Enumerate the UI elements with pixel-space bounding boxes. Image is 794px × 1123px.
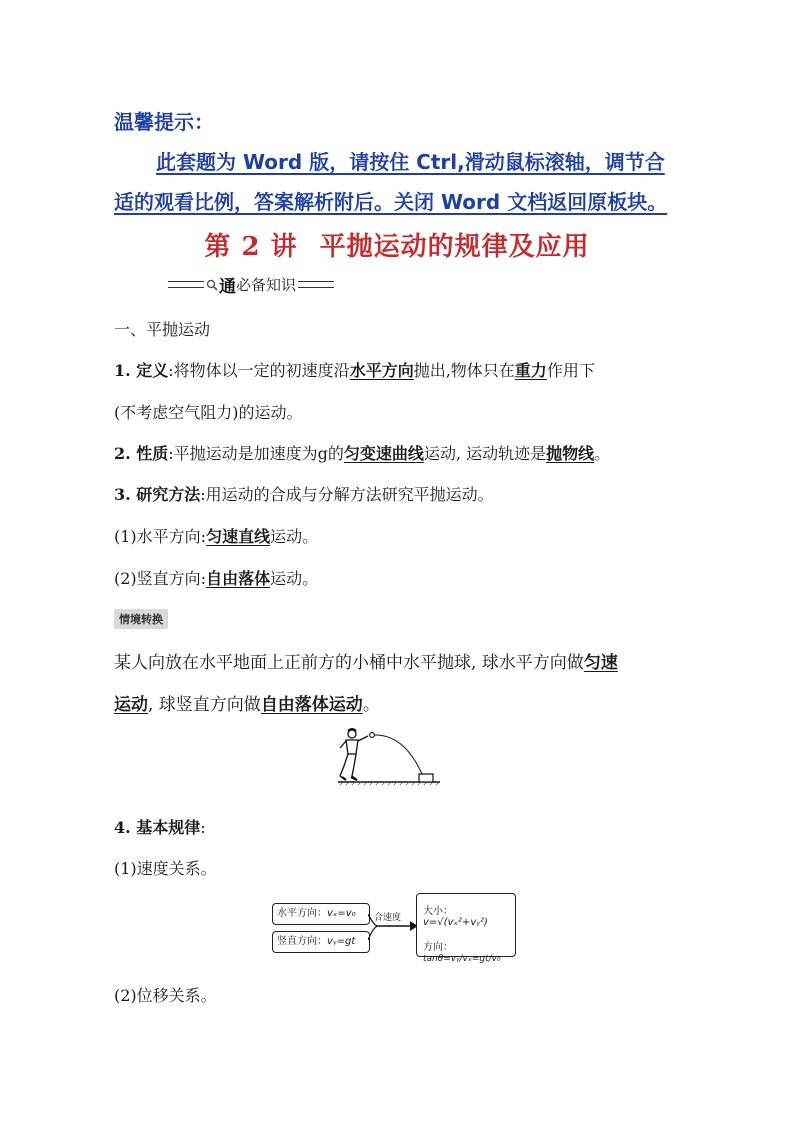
formula: vᵧ=gt: [327, 936, 356, 947]
definition-line-1: [114, 358, 595, 381]
formula: tanθ=vᵧ/vₓ=gt/v₀: [423, 954, 501, 964]
text: 抛出,物体只在: [413, 361, 515, 380]
bucket: [419, 774, 433, 782]
keyword: 抛物线: [546, 444, 595, 463]
keyword: 运动: [114, 695, 148, 715]
label: 大小：: [423, 906, 453, 917]
tip-line-1: 此套题为 Word 版，请按住 Ctrl,滑动鼠标滚轴，调节合: [156, 150, 665, 174]
text: 。: [362, 695, 380, 715]
nature-line: [114, 441, 610, 464]
lesson-title: [0, 226, 794, 263]
lesson-number: 第 2 讲: [204, 232, 298, 262]
keyword: 重力: [514, 361, 547, 380]
text: :用运动的合成与分解方法研究平抛运动。: [200, 485, 494, 504]
tip-line-2: 适的观看比例，答案解析附后。关闭 Word 文档返回原板块。: [114, 190, 668, 214]
vertical-velocity-box: [272, 931, 370, 953]
definition-line-2: (不考虑空气阻力)的运动。: [114, 403, 303, 422]
text: (1)水平方向:: [114, 527, 207, 546]
text: 某人向放在水平地面上正前方的小桶中水平抛球, 球水平方向做: [114, 653, 584, 673]
text: 运动。: [270, 569, 319, 588]
vertical-line: [114, 566, 318, 589]
keyword: 自由落体运动: [260, 695, 363, 715]
section-banner: [168, 272, 334, 297]
velocity-heading: (1)速度关系。: [114, 859, 217, 878]
text: 。: [594, 444, 611, 463]
projectile-illustration: [334, 726, 442, 788]
laws-line: [114, 815, 206, 838]
laws-label: 4. 基本规律: [114, 818, 201, 837]
label: 竖直方向：: [277, 936, 327, 947]
nature-label: 2. 性质: [114, 444, 169, 463]
banner-label: 必备知识: [236, 276, 297, 294]
text: :平抛运动是加速度为g的: [168, 444, 344, 463]
text: 运动, 运动轨迹是: [423, 444, 547, 463]
resultant-velocity-box: [416, 893, 516, 964]
tip-title: 温馨提示：: [114, 110, 214, 134]
keyword: 匀速: [583, 653, 618, 673]
text: :: [200, 818, 206, 837]
keyword: 水平方向: [349, 361, 414, 380]
magnitude-row: [423, 902, 509, 928]
text: :将物体以一定的初速度沿: [168, 361, 350, 380]
method-label: 3. 研究方法: [114, 485, 201, 504]
section-heading: 一、平抛运动: [114, 320, 211, 339]
keyword: 自由落体: [206, 569, 271, 588]
displacement-heading: (2)位移关系。: [114, 986, 217, 1005]
person-figure: [340, 729, 368, 780]
scene-line-2: [114, 690, 380, 715]
definition-label: 1. 定义: [114, 361, 169, 380]
text: 作用下: [546, 361, 595, 380]
banner-icon-char: 通: [219, 277, 236, 297]
scene-line-1: [114, 648, 618, 673]
formula: v=√(vₓ²+vᵧ²): [423, 917, 488, 928]
scene-tag: 情境转换: [114, 609, 168, 629]
magnifier-icon: [206, 279, 218, 291]
direction-row: [423, 938, 509, 964]
keyword: 匀变速曲线: [343, 444, 424, 463]
label: 方向：: [423, 942, 453, 953]
horizontal-velocity-box: [272, 903, 370, 925]
formula: vₓ=v₀: [327, 908, 356, 919]
method-line: [114, 482, 494, 505]
combine-label: 合速度: [374, 913, 402, 923]
text: , 球竖直方向做: [148, 695, 261, 715]
text: 运动。: [270, 527, 319, 546]
trajectory-curve: [374, 735, 422, 774]
text: (2)竖直方向:: [114, 569, 207, 588]
label: 水平方向：: [277, 908, 327, 919]
banner-rule-left: [168, 281, 204, 288]
ball: [370, 733, 375, 738]
banner-rule-right: [298, 281, 334, 288]
lesson-name: 平抛运动的规律及应用: [319, 232, 590, 262]
horizontal-line: [114, 524, 318, 547]
keyword: 匀速直线: [206, 527, 271, 546]
